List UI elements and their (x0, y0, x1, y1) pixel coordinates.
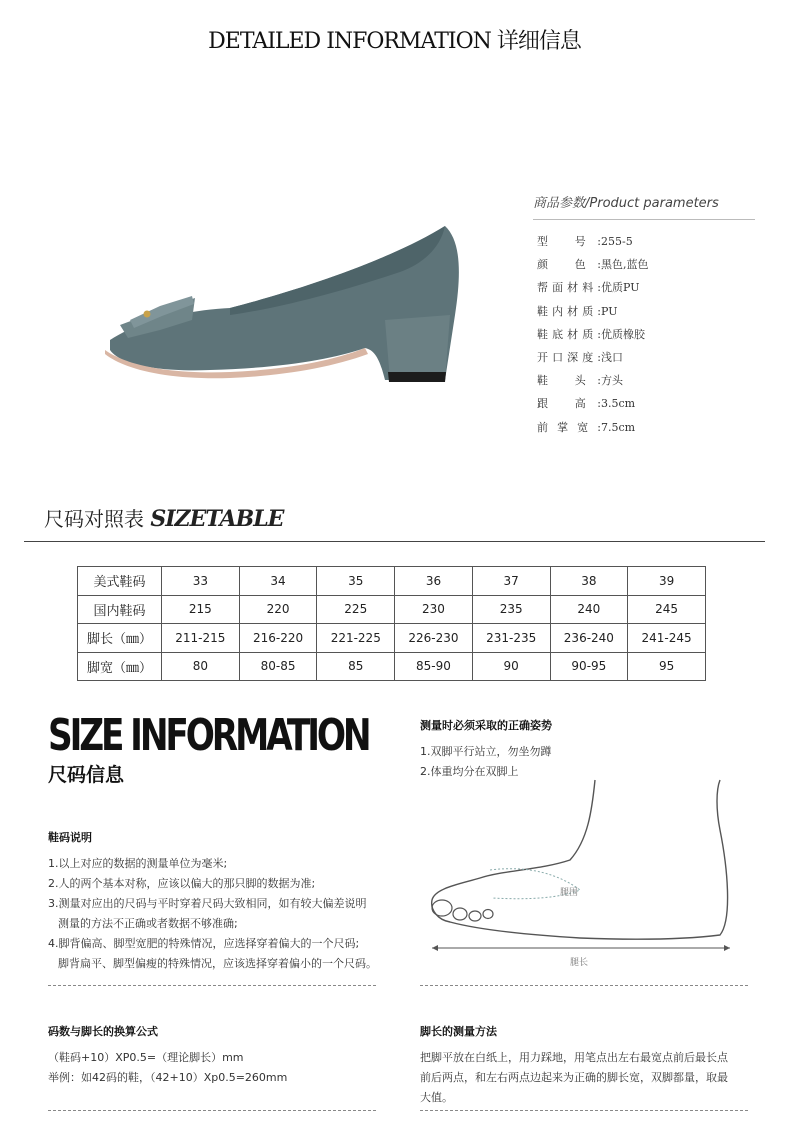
table-row (78, 652, 706, 681)
param-item: 鞋底材质:优质橡胶 (537, 327, 645, 341)
size-info-subtitle: 尺码信息 (48, 764, 125, 786)
formula-line: 举例：如42码的鞋，（42+10）Xp0.5=260mm (48, 1071, 288, 1084)
size-table-title-cn: 尺码对照表 (44, 507, 144, 531)
table-cell: 80-85 (239, 652, 317, 681)
table-cell: 35 (317, 567, 395, 596)
table-cell: 211-215 (162, 624, 240, 653)
table-cell: 90-95 (550, 652, 628, 681)
table-cell: 220 (239, 595, 317, 624)
note-line: 脚背扁平、脚型偏瘦的特殊情况，应该选择穿着偏小的一个尺码。 (58, 957, 377, 970)
param-item: 鞋内材质:PU (537, 304, 618, 318)
notes-title: 鞋码说明 (48, 831, 92, 844)
table-cell: 39 (628, 567, 706, 596)
table-cell: 85 (317, 652, 395, 681)
table-cell: 225 (317, 595, 395, 624)
posture-title: 测量时必须采取的正确姿势 (420, 719, 552, 732)
size-table-heading (44, 503, 283, 532)
note-line: 测量的方法不正确或者数据不够准确; (58, 917, 238, 930)
note-line: 4.脚背偏高、脚型宽肥的特殊情况，应选择穿着偏大的一个尺码; (48, 937, 360, 950)
size-table-title-en: SIZETABLE (150, 506, 284, 532)
row-header: 国内鞋码 (78, 595, 162, 624)
size-table (77, 566, 706, 681)
table-cell: 230 (395, 595, 473, 624)
method-line: 前后两点，和左右两点边起来为正确的脚长宽，双脚都量，取最 (420, 1071, 728, 1084)
length-label: 腿长 (570, 958, 589, 968)
formula-line: （鞋码+10）XP0.5=（理论脚长）mm (48, 1051, 244, 1064)
divider (24, 541, 765, 542)
table-cell: 36 (395, 567, 473, 596)
method-line: 大值。 (420, 1091, 453, 1104)
row-header: 美式鞋码 (78, 567, 162, 596)
foot-diagram (420, 770, 750, 980)
table-cell: 245 (628, 595, 706, 624)
size-info-title: SIZE INFORMATION (48, 710, 369, 761)
table-cell: 215 (162, 595, 240, 624)
table-cell: 38 (550, 567, 628, 596)
table-cell: 80 (162, 652, 240, 681)
row-header: 脚宽（㎜） (78, 652, 162, 681)
table-row (78, 624, 706, 653)
note-line: 3.测量对应出的尺码与平时穿着尺码大致相同，如有较大偏差说明 (48, 897, 367, 910)
table-cell: 34 (239, 567, 317, 596)
table-cell: 37 (472, 567, 550, 596)
method-section (420, 1022, 765, 1108)
param-item: 帮面材料:优质PU (537, 281, 640, 295)
table-cell: 221-225 (317, 624, 395, 653)
posture-line: 1.双脚平行站立，勿坐勿蹲 (420, 745, 552, 758)
table-cell: 240 (550, 595, 628, 624)
row-header: 脚长（㎜） (78, 624, 162, 653)
table-cell: 235 (472, 595, 550, 624)
param-item: 鞋 头:方头 (537, 374, 623, 388)
method-title: 脚长的测量方法 (420, 1025, 497, 1038)
shoe-image (100, 220, 470, 390)
note-line: 1.以上对应的数据的测量单位为毫米; (48, 857, 228, 870)
param-item: 开口深度:浅口 (537, 350, 623, 364)
table-cell: 85-90 (395, 652, 473, 681)
note-line: 2.人的两个基本对称，应该以偏大的那只脚的数据为准; (48, 877, 316, 890)
param-item: 型 号:255-5 (537, 235, 633, 248)
param-item: 跟 高:3.5cm (537, 397, 636, 411)
product-parameters (533, 192, 755, 439)
table-cell: 33 (162, 567, 240, 596)
param-item: 前掌宽:7.5cm (537, 420, 636, 434)
dotted-divider (48, 1110, 376, 1111)
table-cell: 90 (472, 652, 550, 681)
table-row (78, 595, 706, 624)
formula-title: 码数与脚长的换算公式 (48, 1025, 158, 1038)
notes-section (48, 828, 418, 974)
table-cell: 236-240 (550, 624, 628, 653)
dotted-divider (48, 985, 376, 986)
dotted-divider (420, 985, 748, 986)
params-title: 商品参数/Product parameters (533, 192, 755, 220)
table-cell: 95 (628, 652, 706, 681)
method-line: 把脚平放在白纸上，用力踩地，用笔点出左右最宽点前后最长点 (420, 1051, 728, 1064)
girth-label: 腿围 (560, 888, 579, 898)
table-row (78, 567, 706, 596)
table-cell: 226-230 (395, 624, 473, 653)
page-title: DETAILED INFORMATION 详细信息 (208, 29, 581, 54)
table-cell: 216-220 (239, 624, 317, 653)
formula-section (48, 1022, 408, 1088)
dotted-divider (420, 1110, 748, 1111)
table-cell: 231-235 (472, 624, 550, 653)
param-item: 颜 色:黑色,蓝色 (537, 258, 649, 272)
table-cell: 241-245 (628, 624, 706, 653)
posture-line: 2.体重均分在双脚上 (420, 765, 519, 778)
